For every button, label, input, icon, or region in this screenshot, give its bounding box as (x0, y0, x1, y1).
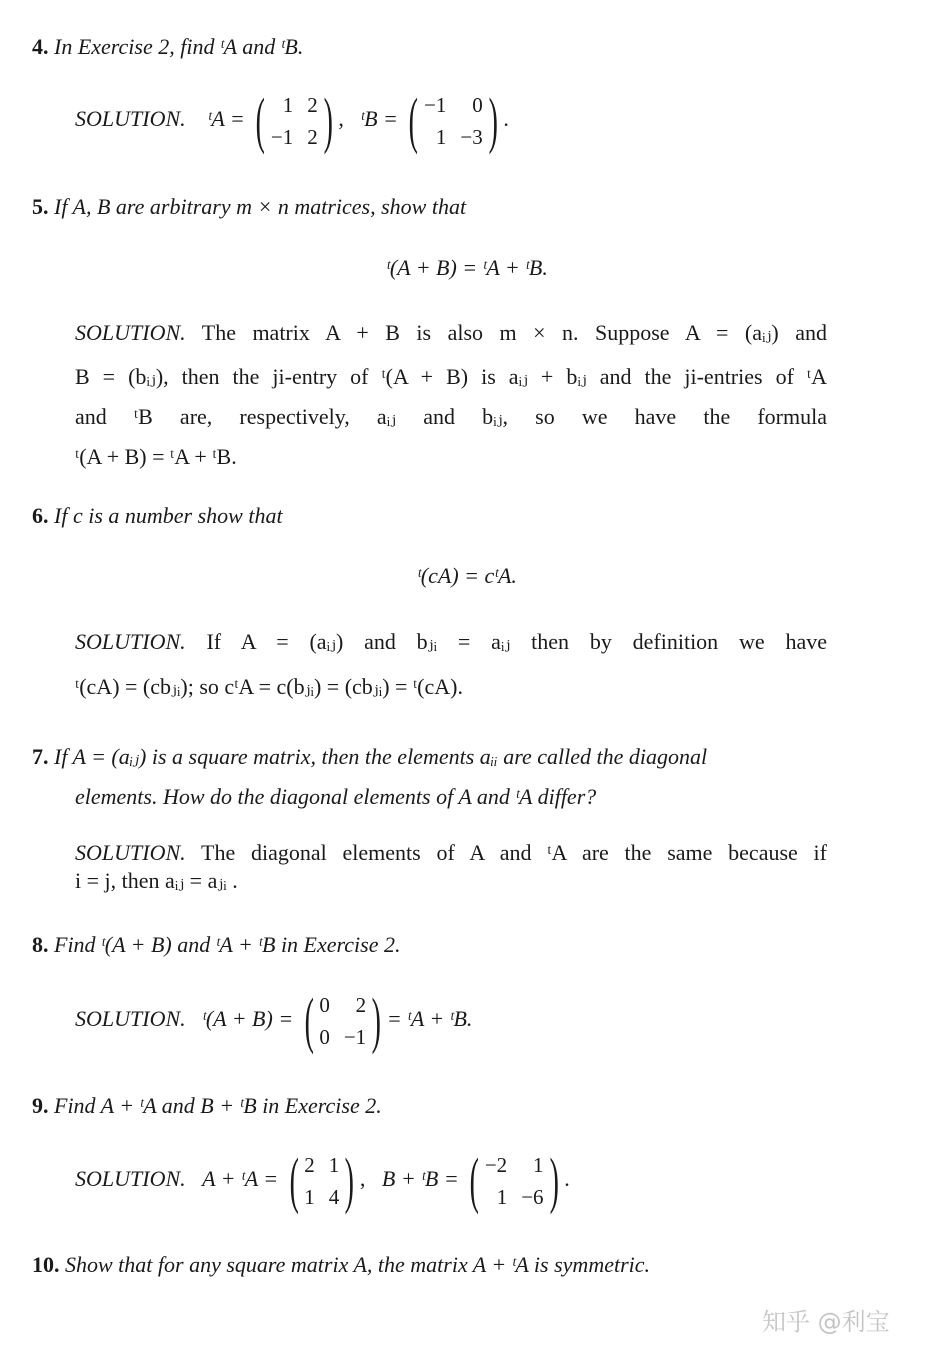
matrix: ( 0 2 0 −1 ) (304, 987, 382, 1055)
exercise-4-prompt (32, 34, 303, 60)
matrix-cell: −6 (521, 1185, 544, 1209)
matrix-cell: −1 (270, 125, 294, 149)
solution-label: SOLUTION. (75, 1166, 186, 1192)
solution-line: ᵗ(cA) = (cbⱼᵢ); so cᵗA = c(bⱼᵢ) = (cbⱼᵢ) = ᵗ(cA). (75, 674, 463, 699)
matrix-cell: 0 (319, 1025, 330, 1049)
solution-line: and ᵗB are, respectively, aᵢⱼ and bᵢⱼ, so we have the formula (75, 404, 827, 429)
exercise-4-solution (75, 87, 509, 155)
solution-line (75, 629, 827, 655)
matrix-cell: 2 (307, 125, 318, 149)
display-formula: ᵗ(cA) = cᵗA. (417, 563, 517, 588)
exercise-number: 10. (32, 1252, 60, 1277)
exercise-8-solution (75, 987, 473, 1055)
matrix: ( 2 1 1 4 ) (289, 1147, 355, 1215)
matrix-name: ᵗ(A + B) = (202, 1006, 294, 1032)
matrix-cell: −1 (343, 1025, 367, 1049)
display-formula: ᵗ(A + B) = ᵗA + ᵗB. (386, 255, 548, 280)
exercise-number: 8. (32, 932, 49, 957)
exercise-number: 6. (32, 503, 49, 528)
exercise-7-prompt (32, 744, 707, 770)
exercise-10-prompt (32, 1252, 650, 1278)
exercise-text: elements. How do the diagonal elements of A and ᵗA differ? (75, 784, 597, 809)
exercise-6-prompt (32, 503, 283, 529)
matrix: ( −2 1 1 −6 ) (469, 1147, 559, 1215)
matrix-cell: 2 (307, 93, 318, 117)
exercise-number: 9. (32, 1093, 49, 1118)
solution-label: SOLUTION. (75, 1006, 186, 1032)
matrix-cell: 0 (319, 993, 330, 1017)
matrix-cell: 2 (355, 993, 367, 1017)
matrix-cell: 0 (472, 93, 483, 117)
matrix-suffix: = ᵗA + ᵗB. (386, 1006, 473, 1032)
exercise-9-prompt (32, 1093, 382, 1119)
exercise-text: If A, B are arbitrary m × n matrices, show that (54, 194, 467, 219)
matrix-cell: 1 (533, 1153, 544, 1177)
watermark: 知乎 @利宝 (762, 1308, 890, 1336)
matrix-name: ᵗB = (360, 106, 398, 132)
solution-label: SOLUTION. (75, 629, 186, 654)
exercise-text: If A = (aᵢⱼ) is a square matrix, then the elements aᵢᵢ are called the diagonal (54, 744, 708, 769)
solution-line: ᵗ(A + B) = ᵗA + ᵗB. (75, 444, 237, 469)
matrix-name: B + ᵗB = (381, 1166, 459, 1192)
matrix-name: A + ᵗA = (202, 1166, 279, 1192)
exercise-number: 5. (32, 194, 49, 219)
solution-label: SOLUTION. (75, 320, 186, 345)
exercise-text: Show that for any square matrix A, the matrix A + ᵗA is symmetric. (65, 1252, 651, 1277)
solution-line (75, 320, 827, 346)
punctuation: , (359, 1166, 366, 1192)
exercise-number: 7. (32, 744, 49, 769)
exercise-5-prompt (32, 194, 466, 220)
solution-line: i = j, then aᵢⱼ = aⱼᵢ . (75, 868, 238, 893)
matrix-cell: 2 (304, 1153, 315, 1177)
matrix-cell: 1 (496, 1185, 508, 1209)
solution-line: B = (bᵢⱼ), then the ji-entry of ᵗ(A + B) is aᵢⱼ + bᵢⱼ and the ji-entries of ᵗA (75, 364, 827, 389)
exercise-text: In Exercise 2, find ᵗA and ᵗB. (54, 34, 304, 59)
matrix-name: ᵗA = (207, 106, 245, 132)
matrix-cell: 4 (328, 1185, 340, 1209)
matrix-cell: 1 (282, 93, 294, 117)
exercise-text: If c is a number show that (54, 503, 283, 528)
exercise-text: Find A + ᵗA and B + ᵗB in Exercise 2. (54, 1093, 382, 1118)
matrix-cell: −1 (424, 93, 447, 117)
solution-line (75, 840, 827, 866)
matrix: ( 1 2 −1 2 ) (255, 87, 333, 155)
solution-text: If A = (aᵢⱼ) and bⱼᵢ = aᵢⱼ then by definition we have (206, 629, 828, 654)
exercise-8-prompt (32, 932, 400, 958)
matrix-cell: −2 (484, 1153, 508, 1177)
punctuation: . (564, 1166, 570, 1192)
punctuation: , (338, 106, 344, 132)
matrix-cell: 1 (304, 1185, 315, 1209)
solution-text: The matrix A + B is also m × n. Suppose A = (aᵢⱼ) and (201, 320, 828, 345)
matrix: ( −1 0 1 −3 ) (409, 87, 498, 155)
exercise-number: 4. (32, 34, 49, 59)
matrix-cell: 1 (435, 125, 447, 149)
exercise-9-solution (75, 1147, 570, 1215)
solution-text: The diagonal elements of A and ᵗA are the same because if (201, 840, 827, 865)
punctuation: . (503, 106, 509, 132)
solution-label: SOLUTION. (75, 106, 186, 132)
matrix-cell: −3 (460, 125, 483, 149)
exercise-text: Find ᵗ(A + B) and ᵗA + ᵗB in Exercise 2. (54, 932, 401, 957)
solution-label: SOLUTION. (75, 840, 186, 865)
matrix-cell: 1 (328, 1153, 340, 1177)
